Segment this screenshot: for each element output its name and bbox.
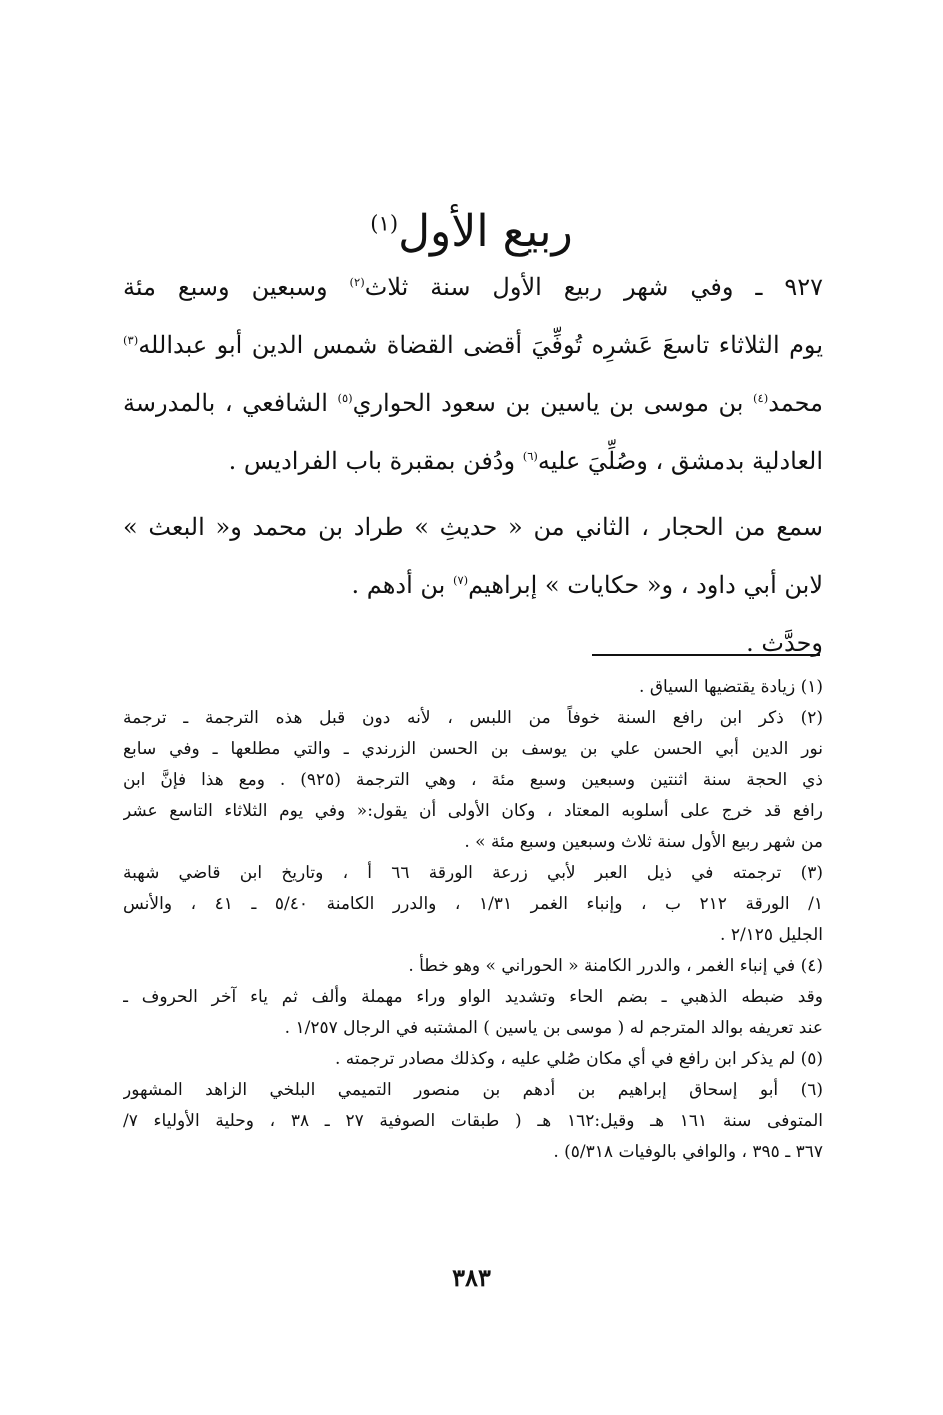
biography-entry: [123, 258, 823, 672]
footnote-line: وقد ضبطه الذهبي ـ بضم الحاء وتشديد الواو وراء مهملة وألف ثم ياء آخر الحروف ـ: [123, 987, 823, 1007]
footnote-divider: [592, 654, 820, 656]
footnotes: [123, 672, 823, 1168]
entry-line: وحدَّث .: [746, 629, 823, 657]
footnote-line: المتوفى سنة ١٦١ هـ وقيل:١٦٢ هـ ( طبقات الصوفية ٢٧ ـ ٣٨ ، وحلية الأولياء ٧/: [123, 1111, 823, 1131]
footnote-line: ٣٦٧ ـ ٣٩٥ ، والوافي بالوفيات ٥/٣١٨) .: [553, 1142, 823, 1162]
section-title-ref: (١): [370, 210, 399, 236]
footnote-line: ذي الحجة سنة اثنتين وسبعين وسبع مئة ، وهي الترجمة (٩٢٥) . ومع هذا فإنَّ ابن: [123, 770, 823, 790]
section-heading: [0, 197, 943, 267]
footnote-line: الجليل ٢/١٢٥ .: [720, 925, 823, 945]
entry-line: سمع من الحجار ، الثاني من « حديثِ » طراد بن محمد و« البعث »: [123, 513, 823, 541]
footnote-line: رافع قد خرج على أسلوبه المعتاد ، وكان الأولى أن يقول:« وفي يوم الثلاثاء التاسع عشر: [123, 801, 823, 821]
footnote-line: ١/ الورقة ٢١٢ ب ، وإنباء الغمر ١/٣١ ، والدرر الكامنة ٥/٤٠ ـ ٤١ ، والأنس: [123, 894, 823, 914]
footnote-line: (١) زيادة يقتضيها السياق .: [639, 677, 823, 697]
footnote-line: من شهر ربيع الأول سنة ثلاث وسبعين وسبع مئة » .: [464, 832, 823, 852]
entry-line: يوم الثلاثاء تاسعَ عَشرِه تُوفِّيَ أقضى القضاة شمس الدين أبو عبدالله$^{(٣)}$: [123, 331, 823, 359]
entry-line: ٩٢٧ ـ وفي شهر ربيع الأول سنة ثلاث$^{(٢)}$ وسبعين وسبع مئة: [123, 273, 823, 301]
entry-line: العادلية بدمشق ، وصُلِّيَ عليه$^{(٦)}$ ودُفن بمقبرة باب الفراديس .: [228, 447, 823, 475]
footnote-line: (٤) في إنباء الغمر ، والدرر الكامنة « الحوراني » وهو خطأ .: [408, 956, 823, 976]
footnote-line: نور الدين أبي الحسن علي بن يوسف بن الحسن الزرندي ـ والتي مطلعها ـ وفي سابع: [123, 739, 823, 759]
footnote-line: (٢) ذكر ابن رافع السنة خوفاً من اللبس ، لأنه دون قبل هذه الترجمة ـ ترجمة: [123, 708, 823, 728]
footnote-line: (٣) ترجمته في ذيل العبر لأبي زرعة الورقة ٦٦ أ ، وتاريخ ابن قاضي شهبة: [123, 863, 823, 883]
footnote-line: عند تعريفه بوالد المترجم له ( موسى بن ياسين ) المشتبه في الرجال ١/٢٥٧ .: [284, 1018, 823, 1038]
entry-line: لابن أبي داود ، و« حكايات » إبراهيم$^{(٧)}$ بن أدهم .: [351, 571, 823, 599]
footnote-line: (٦) أبو إسحاق إبراهيم بن أدهم بن منصور التميمي البلخي الزاهد المشهور: [123, 1080, 823, 1100]
page-number: ٣٨٣: [452, 1263, 491, 1292]
footnote-line: (٥) لم يذكر ابن رافع في أي مكان صُلي عليه ، وكذلك مصادر ترجمته .: [334, 1049, 823, 1069]
entry-line: محمد$^{(٤)}$ بن موسى بن ياسين بن سعود الحواري$^{(٥)}$ الشافعي ، بالمدرسة: [123, 389, 823, 417]
section-title: ربيع الأول: [398, 206, 573, 258]
